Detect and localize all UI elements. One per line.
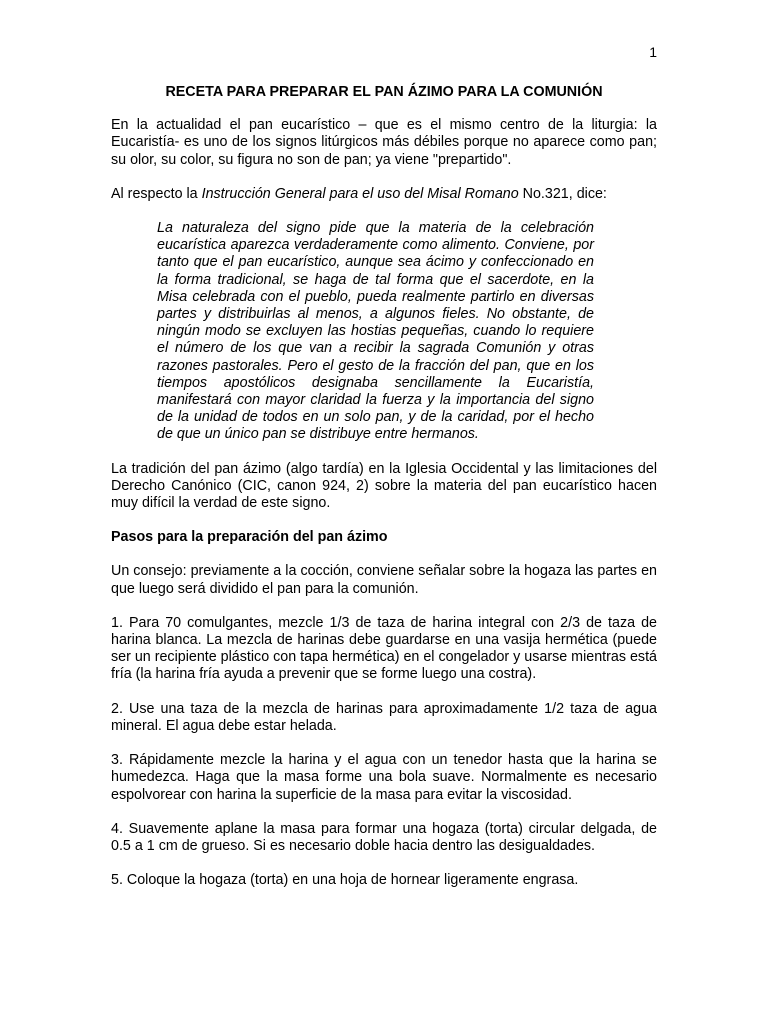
step-1: 1. Para 70 comulgantes, mezcle 1/3 de taza de harina integral con 2/3 de taza de harina blanca. La mezcla de harinas debe guardarse en una vasija hermética (puede ser un recipiente plástico con tapa hermética) en el congelador y usarse mientras está fría (la harina fría ayuda a prevenir que se forme luego una costra). [111,614,657,683]
intro-paragraph: En la actualidad el pan eucarístico – que es el mismo centro de la liturgia: la Eucaristía- es uno de los signos litúrgicos más débiles porque no aparece como pan; su olor, su color, su figura no son de pan; ya viene "prepartido". [111,117,657,168]
steps-heading: Pasos para la preparación del pan ázimo [111,529,388,546]
reference-after: No.321, dice: [518,185,607,202]
advice-paragraph: Un consejo: previamente a la cocción, conviene señalar sobre la hogaza las partes en que luego será dividido el pan para la comunión. [111,563,657,597]
document-body [111,84,657,906]
block-quote: La naturaleza del signo pide que la materia de la celebración eucarística aparezca verdaderamente como alimento. Conviene, por tanto que el pan eucarístico, aunque sea ácimo y confeccionado en la forma tradicional, se haga de tal forma que el sacerdote, en la Misa celebrada con el pueblo, pueda realmente partirlo en diversas partes y distribuirlas al menos, a algunos fieles. No obstante, de ningún modo se excluyen las hostias pequeñas, cuando lo requiere el número de los que van a recibir la sagrada Comunión y otras razones pastorales. Pero el gesto de la fracción del pan, que en los tiempos apostólicos designaba sencillamente la Eucaristía, manifestará con mayor claridad la fuerza y la importancia del signo de la unidad de todos en un solo pan, y de la caridad, por el hecho de que un único pan se distribuye entre hermanos. [157,220,594,443]
step-4: 4. Suavemente aplane la masa para formar una hogaza (torta) circular delgada, de 0.5 a 1 cm de grueso. Si es necesario doble hacia dentro las desigualdades. [111,820,657,854]
reference-before: Al respecto la [111,185,202,202]
document-title: RECETA PARA PREPARAR EL PAN ÁZIMO PARA LA COMUNIÓN [165,84,603,100]
step-3: 3. Rápidamente mezcle la harina y el agua con un tenedor hasta que la harina se humedezca. Haga que la masa forme una bola suave. Normalmente es necesario espolvorear con harina la superficie de la masa para evitar la viscosidad. [111,752,657,803]
reference-work-title: Instrucción General para el uso del Misal Romano [201,185,519,202]
page-number: 1 [649,44,657,60]
step-5: 5. Coloque la hogaza (torta) en una hoja de hornear ligeramente engrasa. [111,872,579,889]
tradition-paragraph: La tradición del pan ázimo (algo tardía) en la Iglesia Occidental y las limitaciones del Derecho Canónico (CIC, canon 924, 2) sobre la materia del pan eucarístico hacen muy difícil la verdad de este signo. [111,460,657,512]
reference-paragraph [111,186,657,203]
step-2: 2. Use una taza de la mezcla de harinas para aproximadamente 1/2 taza de agua mineral. El agua debe estar helada. [111,700,657,734]
